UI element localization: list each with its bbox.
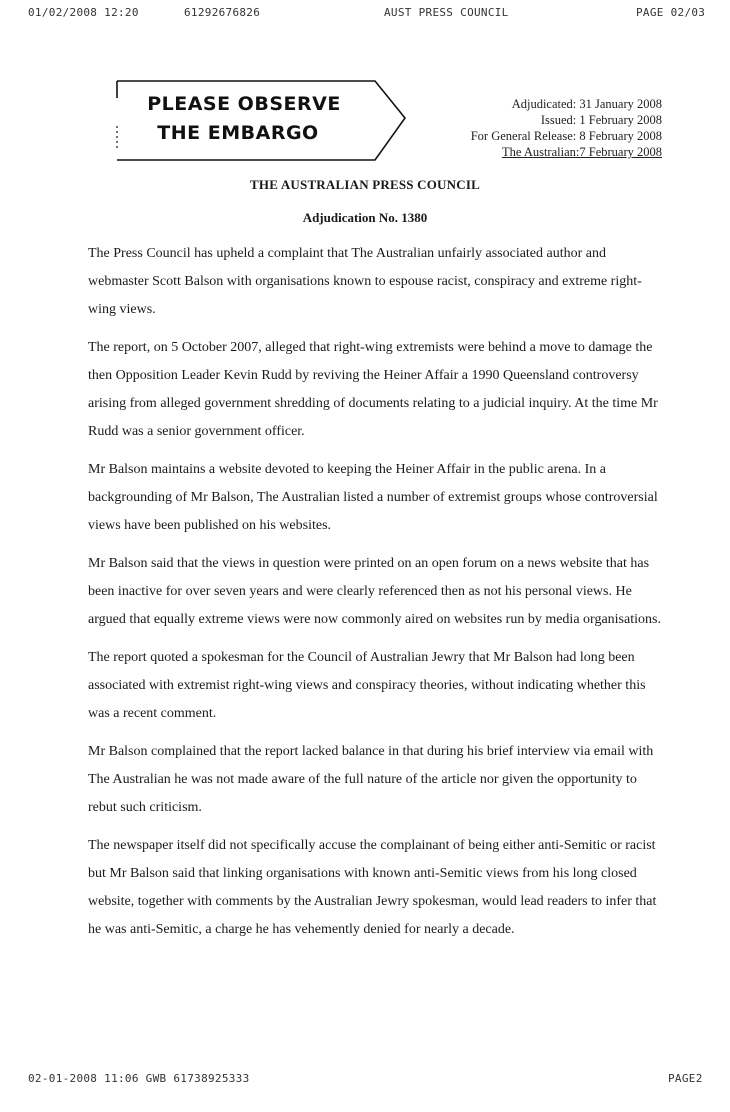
fax-footer-page: PAGE2: [668, 1072, 703, 1085]
general-release-date: For General Release: 8 February 2008: [470, 129, 662, 143]
embargo-line-1: PLEASE OBSERVE: [147, 93, 341, 115]
fax-sender: AUST PRESS COUNCIL: [384, 6, 509, 19]
paragraph: The Press Council has upheld a complaint that The Australian unfairly associated author and webmaster Scott Balson with organisations known to espouse racist, conspiracy and extreme right-wing views.: [88, 246, 642, 317]
adjudicated-date: Adjudicated: 31 January 2008: [511, 97, 662, 111]
publication-date: The Australian:7 February 2008: [501, 145, 662, 159]
fax-footer-stamp: 02-01-2008 11:06 GWB 61738925333: [28, 1072, 250, 1085]
fax-datetime: 01/02/2008 12:20: [28, 6, 139, 19]
paragraph: Mr Balson said that the views in question were printed on an open forum on a news website that has been inactive for over seven years and were clearly referenced then as not his personal views. He argued that equally extreme views were now commonly aired on websites run by media organisations.: [88, 556, 661, 627]
fax-header: [0, 6, 730, 26]
embargo-stamp: [113, 78, 409, 162]
fax-number: 61292676826: [184, 6, 261, 19]
paragraph: The report, on 5 October 2007, alleged that right-wing extremists were behind a move to damage the then Opposition Leader Kevin Rudd by reviving the Heiner Affair a 1990 Queensland controversy arising from alleged government shredding of documents relating to a judicial inquiry. At the time Mr Rudd was a senior government officer.: [88, 340, 658, 439]
paragraph: The newspaper itself did not specifically accuse the complainant of being either anti-Semitic or racist but Mr Balson said that linking organisations with known anti-Semitic views from his long closed website, together with comments by the Australian Jewry spokesman, would lead readers to infer that he was anti-Semitic, a charge he has vehemently denied for nearly a decade.: [88, 838, 657, 937]
embargo-line-2: THE EMBARGO: [157, 122, 319, 144]
adjudication-number: Adjudication No. 1380: [302, 210, 428, 225]
issued-date: Issued: 1 February 2008: [540, 113, 662, 127]
paragraph: Mr Balson maintains a website devoted to keeping the Heiner Affair in the public arena. In a backgrounding of Mr Balson, The Australian listed a number of extremist groups whose controversial views have been published on his websites.: [88, 462, 658, 533]
adjudication-body: [88, 240, 668, 954]
paragraph: The report quoted a spokesman for the Council of Australian Jewry that Mr Balson had long been associated with extremist right-wing views and conspiracy theories, without indicating whether this was a recent comment.: [88, 650, 646, 721]
fax-footer: [0, 1072, 730, 1092]
fax-page: PAGE 02/03: [636, 6, 706, 19]
organisation-title: THE AUSTRALIAN PRESS COUNCIL: [250, 177, 480, 192]
dates-block: [471, 96, 662, 160]
paragraph: Mr Balson complained that the report lacked balance in that during his brief interview via email with The Australian he was not made aware of the full nature of the article nor given the opportunity to rebut such criticism.: [88, 744, 654, 815]
embargo-arrow-shape: [113, 78, 409, 162]
